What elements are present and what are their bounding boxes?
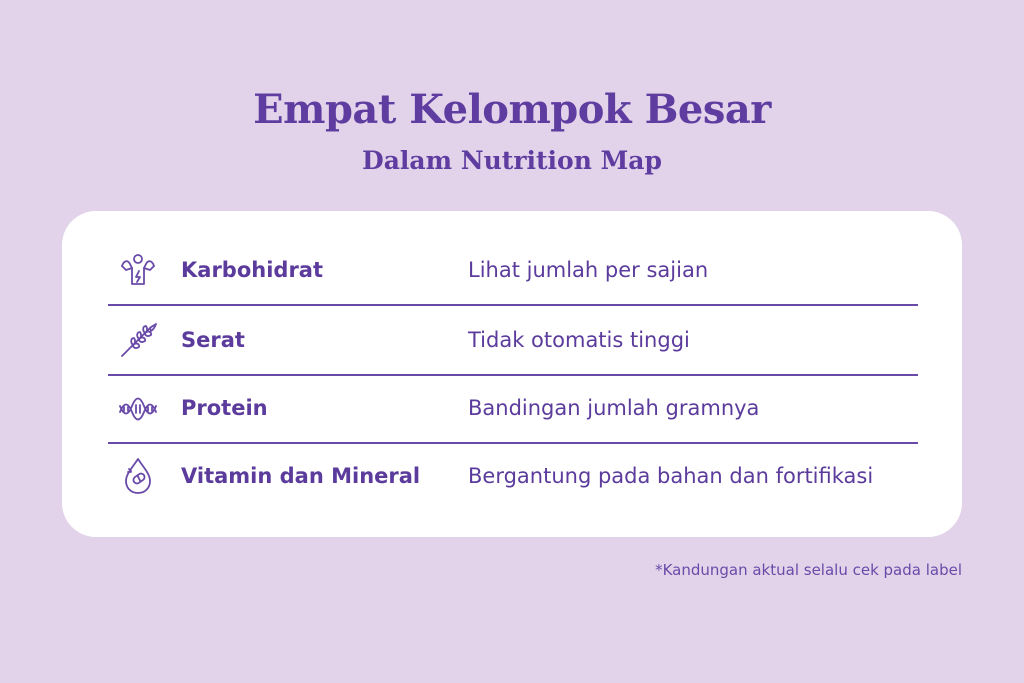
row-label: Karbohidrat	[181, 258, 324, 282]
row-value: Lihat jumlah per sajian	[468, 258, 709, 282]
row-protein	[108, 374, 918, 444]
row-label: Serat	[181, 328, 245, 352]
nutrition-card	[62, 211, 962, 537]
row-value: Tidak otomatis tinggi	[468, 328, 690, 352]
row-value: Bandingan jumlah gramnya	[468, 396, 760, 420]
water-drop-pill-icon	[118, 456, 158, 496]
row-vitamin-mineral	[108, 442, 918, 510]
page-title: Empat Kelompok Besar	[253, 86, 771, 133]
row-karbohidrat	[108, 236, 918, 306]
row-serat	[108, 306, 918, 376]
page-subtitle: Dalam Nutrition Map	[362, 146, 662, 175]
footnote: *Kandungan aktual selalu cek pada label	[655, 561, 962, 579]
row-value: Bergantung pada bahan dan fortifikasi	[468, 464, 874, 488]
wheat-icon	[118, 320, 158, 360]
row-label: Protein	[181, 396, 268, 420]
row-label: Vitamin dan Mineral	[181, 464, 421, 488]
flexing-body-icon	[118, 250, 158, 290]
dna-helix-icon	[118, 388, 158, 428]
